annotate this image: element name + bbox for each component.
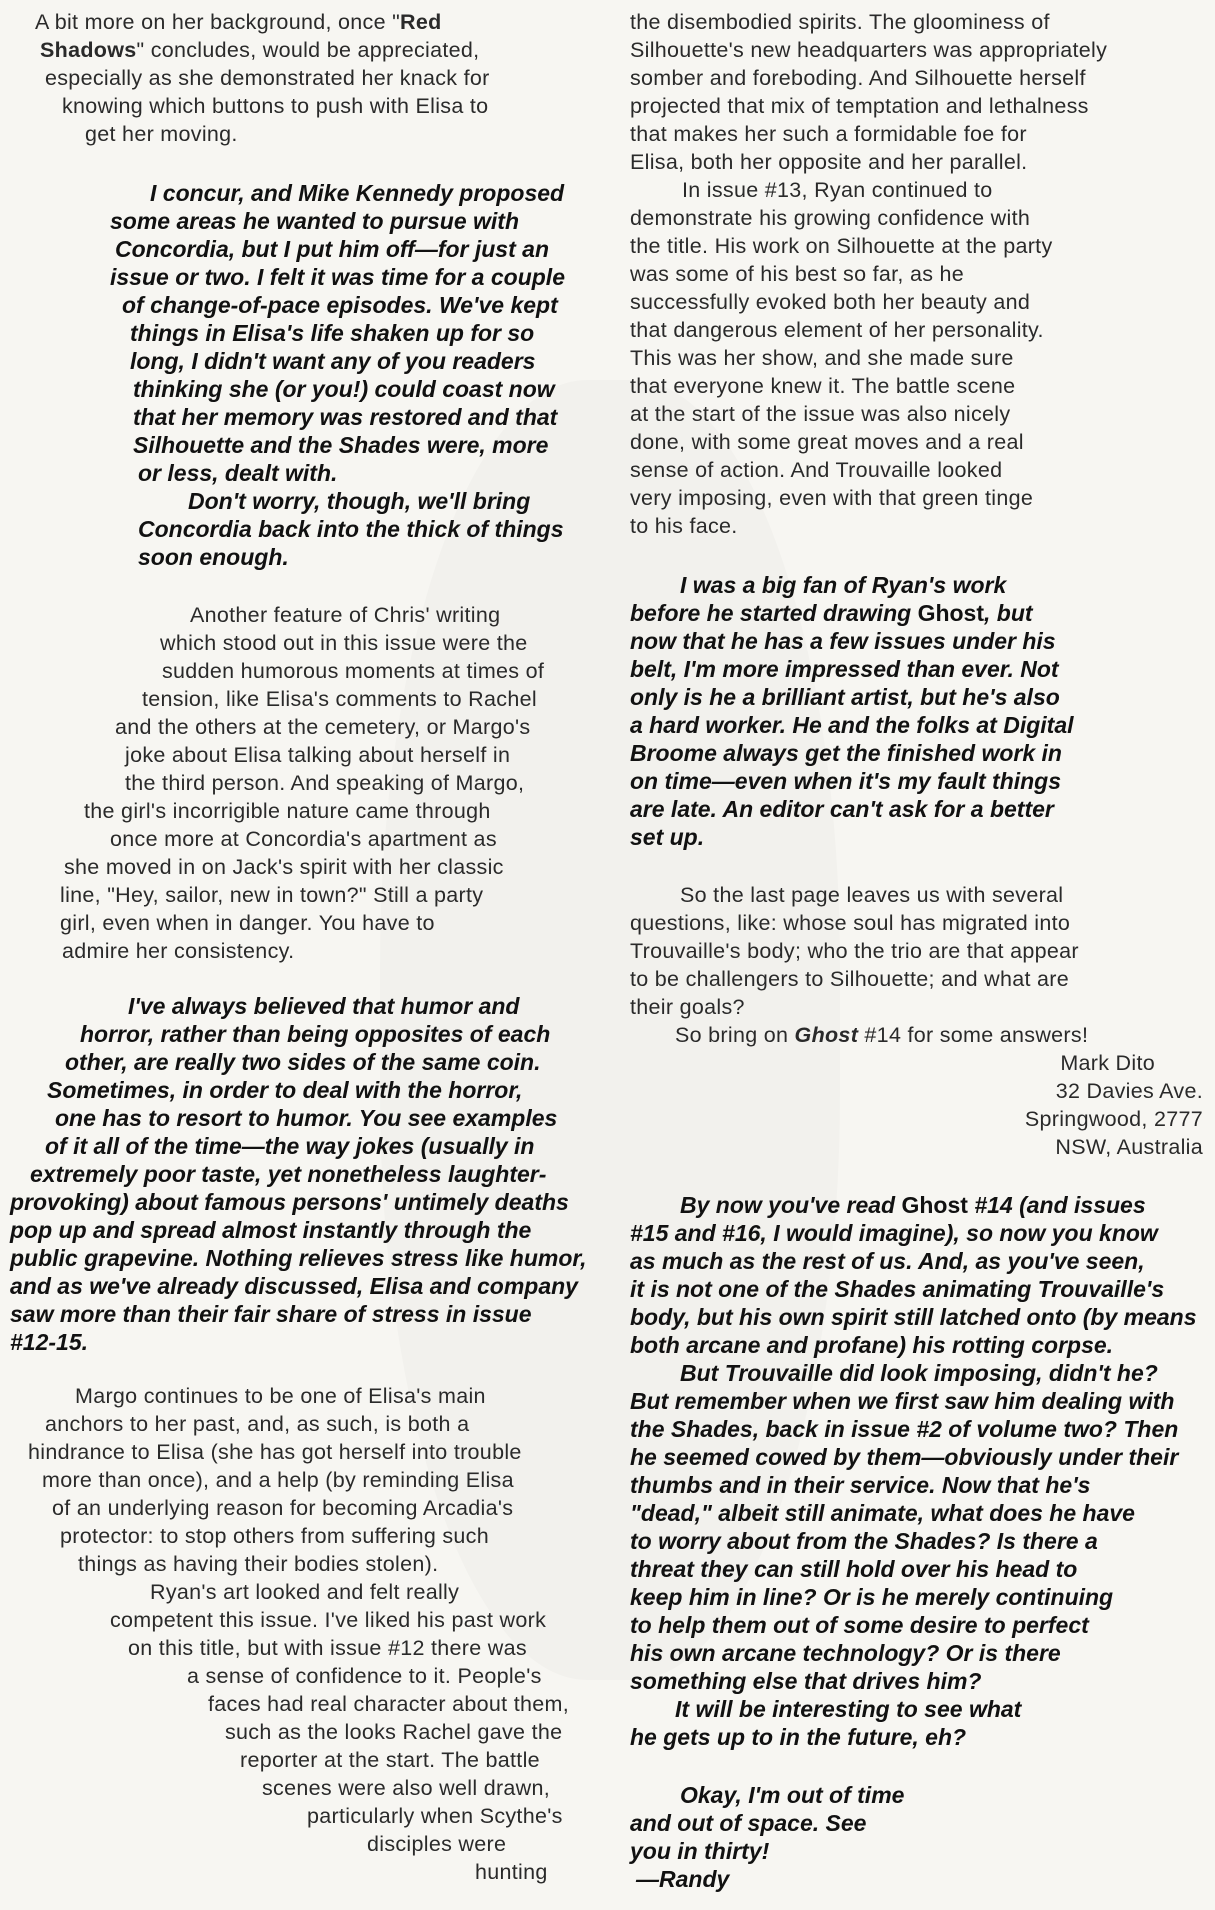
signature-name: Mark Dito: [1060, 1051, 1155, 1075]
text-line: sense of action. And Trouvaille looked: [630, 458, 1003, 482]
text-line: the third person. And speaking of Margo,: [125, 771, 525, 795]
text-line: the girl's incorrigible nature came through: [84, 799, 491, 823]
signature-city: Springwood, 2777: [1024, 1107, 1203, 1131]
editor-signature: —Randy: [636, 1866, 730, 1892]
text-line: that makes her such a formidable foe for: [630, 122, 1027, 146]
text-line: done, with some great moves and a real: [630, 430, 1024, 454]
text-line: It will be interesting to see what: [675, 1696, 1022, 1722]
text-line: pop up and spread almost instantly through the: [10, 1217, 532, 1243]
text-line: "dead," albeit still animate, what does he have: [630, 1500, 1135, 1526]
text-line: as much as the rest of us. And, as you've seen,: [630, 1248, 1145, 1274]
text-line: Sometimes, in order to deal with the horror,: [47, 1077, 523, 1103]
text-line: extremely poor taste, yet nonetheless laughter-: [30, 1161, 547, 1187]
text-line: Concordia back into the thick of things: [138, 516, 564, 542]
text-line: demonstrate his growing confidence with: [630, 206, 1031, 230]
text-line: I was a big fan of Ryan's work: [680, 572, 1007, 598]
text-line: soon enough.: [138, 544, 289, 570]
text-line: particularly when Scythe's: [307, 1804, 563, 1828]
text-line: now that he has a few issues under his: [630, 628, 1056, 654]
text-line: more than once), and a help (by reminding Elisa: [42, 1468, 514, 1492]
text-line: of it all of the time—the way jokes (usually in: [45, 1133, 535, 1159]
text-line: very imposing, even with that green tinge: [630, 486, 1034, 510]
text-line: anchors to her past, and, as such, is both a: [45, 1412, 470, 1436]
text-line: protector: to stop others from suffering such: [60, 1524, 489, 1548]
text-line: Concordia, but I put him off—for just an: [115, 236, 549, 262]
text-line: body, but his own spirit still latched onto (by means: [630, 1304, 1197, 1330]
text-line: But remember when we first saw him dealing with: [630, 1388, 1175, 1414]
signature-address: 32 Davies Ave.: [1055, 1079, 1203, 1103]
signature-country: NSW, Australia: [1055, 1135, 1203, 1159]
text-line: on this title, but with issue #12 there was: [128, 1636, 527, 1660]
text-line: I concur, and Mike Kennedy proposed: [150, 180, 565, 206]
text-line: he gets up to in the future, eh?: [630, 1724, 967, 1750]
text-line: and the others at the cemetery, or Margo's: [115, 715, 531, 739]
text-line: are late. An editor can't ask for a better: [630, 796, 1054, 822]
text-line: of change-of-pace episodes. We've kept: [122, 292, 558, 318]
text-line: only is he a brilliant artist, but he's also: [630, 684, 1060, 710]
text-line: that everyone knew it. The battle scene: [630, 374, 1016, 398]
text-line: you in thirty!: [630, 1838, 770, 1864]
text-line: to his face.: [630, 514, 738, 538]
text-line: thumbs and in their service. Now that he's: [630, 1472, 1091, 1498]
text-line: and as we've already discussed, Elisa and company: [10, 1273, 578, 1299]
text-line: sudden humorous moments at times of: [162, 659, 545, 683]
text-line: provoking) about famous persons' untimely deaths: [10, 1189, 569, 1215]
text-line: Another feature of Chris' writing: [190, 603, 501, 627]
text-line: a hard worker. He and the folks at Digital: [630, 712, 1074, 738]
text-line: something else that drives him?: [630, 1668, 982, 1694]
text-line: Shadows" concludes, would be appreciated,: [40, 38, 480, 62]
text-line: joke about Elisa talking about herself in: [125, 743, 511, 767]
text-line: his own arcane technology? Or is there: [630, 1640, 1061, 1666]
text-line: A bit more on her background, once "Red: [35, 10, 442, 34]
text-line: horror, rather than being opposites of each: [80, 1021, 551, 1047]
text-line: Okay, I'm out of time: [680, 1782, 905, 1808]
text-line: get her moving.: [85, 122, 238, 146]
text-line: to help them out of some desire to perfect: [630, 1612, 1089, 1638]
text-line: especially as she demonstrated her knack for: [45, 66, 490, 90]
text-line: both arcane and profane) his rotting corpse.: [630, 1332, 1114, 1358]
text-line: their goals?: [630, 995, 745, 1019]
text-line: Silhouette's new headquarters was appropriately: [630, 38, 1108, 62]
text-line: some areas he wanted to pursue with: [110, 208, 519, 234]
text-line: #15 and #16, I would imagine), so now you know: [630, 1220, 1158, 1246]
text-line: things as having their bodies stolen).: [78, 1552, 439, 1576]
text-line: By now you've read Ghost #14 (and issues: [680, 1192, 1146, 1218]
text-line: So bring on Ghost #14 for some answers!: [675, 1023, 1089, 1047]
text-line: #12-15.: [10, 1329, 89, 1355]
text-line: knowing which buttons to push with Elisa to: [62, 94, 489, 118]
text-line: once more at Concordia's apartment as: [110, 827, 497, 851]
text-line: threat they can still hold over his head to: [630, 1556, 1078, 1582]
text-line: set up.: [630, 824, 705, 850]
text-line: line, "Hey, sailor, new in town?" Still a party: [60, 883, 484, 907]
text-line: that her memory was restored and that: [133, 404, 558, 430]
text-line: somber and foreboding. And Silhouette herself: [630, 66, 1086, 90]
text-line: Margo continues to be one of Elisa's main: [75, 1384, 486, 1408]
reader-paragraph-intro: [0, 10, 600, 160]
text-line: to worry about from the Shades? Is there a: [630, 1528, 1098, 1554]
text-line: the Shades, back in issue #2 of volume two? Then: [630, 1416, 1179, 1442]
text-line: a sense of confidence to it. People's: [187, 1664, 542, 1688]
text-line: that dangerous element of her personality.: [630, 318, 1044, 342]
text-line: he seemed cowed by them—obviously under their: [630, 1444, 1179, 1470]
text-line: saw more than their fair share of stress in issue: [10, 1301, 532, 1327]
text-line: But Trouvaille did look imposing, didn't he?: [680, 1360, 1158, 1386]
text-line: which stood out in this issue were the: [160, 631, 528, 655]
text-line: projected that mix of temptation and lethalness: [630, 94, 1089, 118]
text-line: before he started drawing Ghost, but: [630, 600, 1033, 626]
text-line: reporter at the start. The battle: [240, 1748, 540, 1772]
text-line: belt, I'm more impressed than ever. Not: [630, 656, 1059, 682]
text-line: the disembodied spirits. The gloominess of: [630, 10, 1050, 34]
text-line: girl, even when in danger. You have to: [60, 911, 435, 935]
text-line: at the start of the issue was also nicely: [630, 402, 1011, 426]
text-line: she moved in on Jack's spirit with her classic: [64, 855, 504, 879]
text-line: one has to resort to humor. You see examples: [55, 1105, 558, 1131]
text-line: was some of his best so far, as he: [630, 262, 965, 286]
text-line: Trouvaille's body; who the trio are that appear: [630, 939, 1079, 963]
text-line: faces had real character about them,: [208, 1692, 569, 1716]
text-line: or less, dealt with.: [138, 460, 338, 486]
text-line: public grapevine. Nothing relieves stress like humor,: [10, 1245, 587, 1271]
text-line: I've always believed that humor and: [128, 993, 520, 1019]
text-line: keep him in line? Or is he merely continuing: [630, 1584, 1114, 1610]
text-line: hindrance to Elisa (she has got herself into trouble: [28, 1440, 522, 1464]
text-line: thinking she (or you!) could coast now: [133, 376, 555, 402]
text-line: of an underlying reason for becoming Arcadia's: [52, 1496, 514, 1520]
text-line: scenes were also well drawn,: [262, 1776, 551, 1800]
text-line: In issue #13, Ryan continued to: [682, 178, 993, 202]
text-line: disciples were: [367, 1832, 507, 1856]
text-line: Don't worry, though, we'll bring: [188, 488, 531, 514]
text-line: long, I didn't want any of you readers: [130, 348, 536, 374]
text-line: Elisa, both her opposite and her parallel.: [630, 150, 1028, 174]
text-line: issue or two. I felt it was time for a couple: [110, 264, 565, 290]
text-line: and out of space. See: [630, 1810, 867, 1836]
text-line: on time—even when it's my fault things: [630, 768, 1062, 794]
text-line: such as the looks Rachel gave the: [225, 1720, 563, 1744]
text-line: admire her consistency.: [62, 939, 295, 963]
text-line: successfully evoked both her beauty and: [630, 290, 1031, 314]
text-line: competent this issue. I've liked his past work: [110, 1608, 547, 1632]
text-line: it is not one of the Shades animating Trouvaille's: [630, 1276, 1165, 1302]
text-line: Silhouette and the Shades were, more: [133, 432, 549, 458]
text-line: the title. His work on Silhouette at the party: [630, 234, 1053, 258]
text-line: This was her show, and she made sure: [630, 346, 1014, 370]
text-line: other, are really two sides of the same coin.: [65, 1049, 541, 1075]
text-line: Ryan's art looked and felt really: [150, 1580, 460, 1604]
text-line: things in Elisa's life shaken up for so: [130, 320, 535, 346]
text-line: to be challengers to Silhouette; and what are: [630, 967, 1070, 991]
text-line: So the last page leaves us with several: [680, 883, 1064, 907]
text-line: hunting: [475, 1860, 548, 1884]
text-line: tension, like Elisa's comments to Rachel: [142, 687, 537, 711]
text-line: Broome always get the finished work in: [630, 740, 1062, 766]
text-line: questions, like: whose soul has migrated into: [630, 911, 1071, 935]
